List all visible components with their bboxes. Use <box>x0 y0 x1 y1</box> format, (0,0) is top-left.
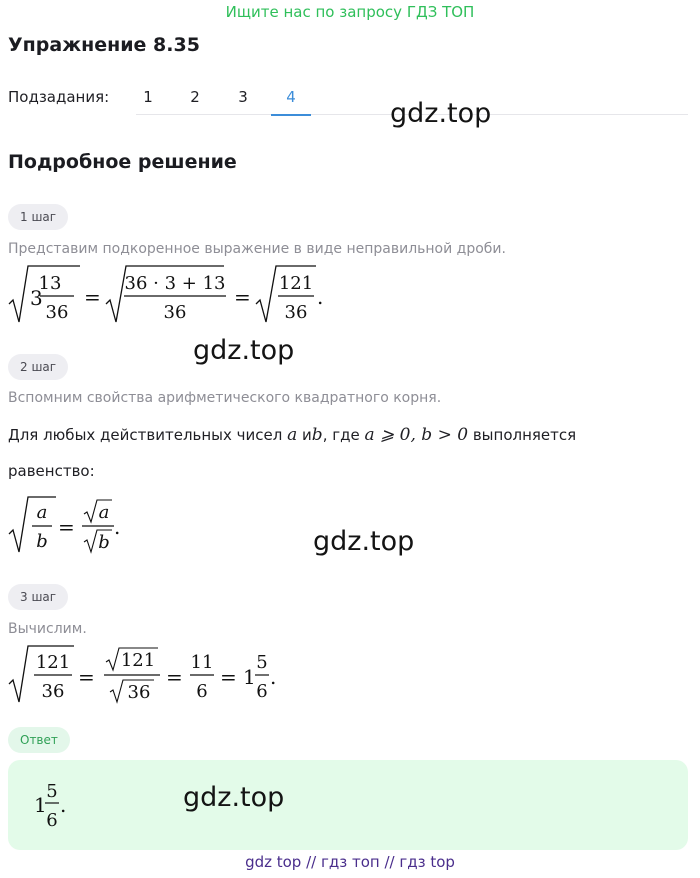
step-2-statement-line-2: равенство: <box>8 462 95 480</box>
svg-text:a: a <box>98 502 110 523</box>
svg-text:=: = <box>58 515 75 539</box>
step-3-formula <box>6 642 296 706</box>
step-3-hint: Вычислим. <box>8 621 87 637</box>
answer-box <box>8 760 688 850</box>
var-a: a <box>287 425 298 445</box>
watermark: gdz.top <box>390 98 492 129</box>
svg-text:=: = <box>78 665 95 689</box>
statement-holds: выполняется <box>472 426 577 444</box>
svg-text:6: 6 <box>196 681 208 702</box>
statement-and: и <box>302 426 312 444</box>
svg-text:121: 121 <box>278 273 314 294</box>
svg-text:.: . <box>114 515 121 539</box>
svg-text:6: 6 <box>256 681 268 702</box>
watermark: gdz.top <box>313 526 415 557</box>
svg-text:36: 36 <box>41 681 65 702</box>
svg-text:b: b <box>98 532 110 553</box>
watermark: gdz.top <box>183 782 285 813</box>
step-1-hint: Представим подкоренное выражение в виде неправильной дроби. <box>8 241 506 257</box>
section-title: Подробное решение <box>8 151 237 173</box>
svg-text:5: 5 <box>46 781 58 802</box>
svg-text:6: 6 <box>46 810 58 831</box>
svg-text:=: = <box>220 665 237 689</box>
svg-text:=: = <box>234 285 251 309</box>
statement-part-1: Для любых действительных чисел <box>8 426 283 444</box>
page-title: Упражнение 8.35 <box>8 34 200 56</box>
condition: a ⩾ 0, b > 0 <box>364 425 469 445</box>
svg-text:.: . <box>317 285 324 309</box>
footer-links[interactable]: gdz top // гдз топ // гдз top <box>245 853 455 871</box>
svg-text:36: 36 <box>163 302 187 323</box>
svg-text:36 · 3 + 13: 36 · 3 + 13 <box>124 273 226 294</box>
tab-subtask-1[interactable]: 1 <box>143 88 153 106</box>
top-banner[interactable]: Ищите нас по запросу ГДЗ ТОП <box>225 3 475 21</box>
svg-text:1: 1 <box>243 665 256 689</box>
answer-badge: Ответ <box>8 727 70 753</box>
statement-where: , где <box>322 426 360 444</box>
step-1-badge: 1 шаг <box>8 204 68 230</box>
svg-text:36: 36 <box>127 682 151 703</box>
svg-text:a: a <box>36 502 48 523</box>
watermark: gdz.top <box>193 335 295 366</box>
svg-text:=: = <box>166 665 183 689</box>
tab-subtask-3[interactable]: 3 <box>238 88 248 106</box>
step-2-hint: Вспомним свойства арифметического квадратного корня. <box>8 390 442 406</box>
svg-text:36: 36 <box>45 302 69 323</box>
step-2-statement <box>8 425 576 445</box>
subtasks-nav <box>8 86 688 118</box>
svg-text:b: b <box>36 531 48 552</box>
tab-subtask-2[interactable]: 2 <box>190 88 200 106</box>
svg-text:.: . <box>270 665 277 689</box>
svg-text:121: 121 <box>120 650 156 671</box>
svg-text:1: 1 <box>34 793 47 817</box>
tab-subtask-4[interactable]: 4 <box>271 86 311 116</box>
svg-text:13: 13 <box>38 273 62 294</box>
svg-text:3: 3 <box>30 286 43 310</box>
step-2-formula <box>6 494 136 556</box>
svg-text:5: 5 <box>256 652 268 673</box>
step-3-badge: 3 шаг <box>8 584 68 610</box>
var-b: b <box>311 425 323 445</box>
step-1-formula <box>6 262 336 328</box>
answer-formula <box>30 772 70 836</box>
subtasks-label: Подзадания: <box>8 88 110 106</box>
svg-text:121: 121 <box>35 652 71 673</box>
step-2-badge: 2 шаг <box>8 354 68 380</box>
svg-text:36: 36 <box>284 302 308 323</box>
svg-text:=: = <box>84 285 101 309</box>
svg-text:11: 11 <box>190 652 214 673</box>
svg-text:.: . <box>60 793 67 817</box>
